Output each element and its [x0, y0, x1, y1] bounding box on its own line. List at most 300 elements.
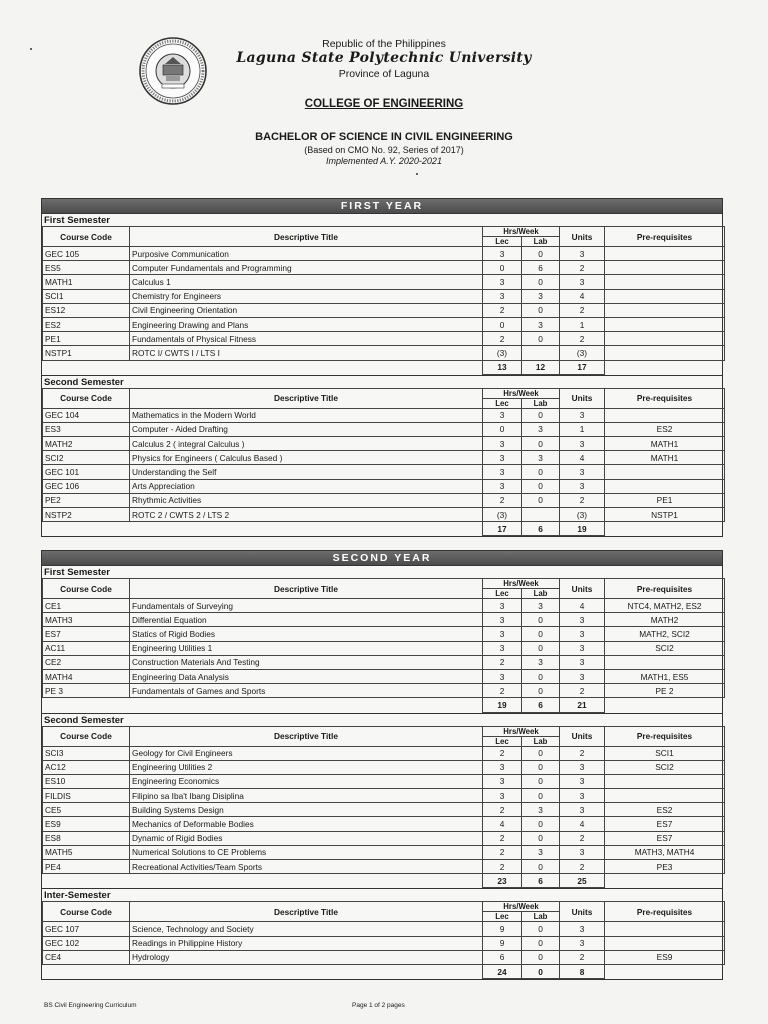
cell-code: CE1 — [43, 599, 130, 613]
table-row — [43, 936, 725, 950]
course-table — [42, 226, 725, 375]
header-units: Units — [560, 227, 605, 247]
header-descriptive-title: Descriptive Title — [130, 579, 483, 599]
cell-lab: 0 — [522, 760, 560, 774]
cell-units: 3 — [560, 845, 605, 859]
cell-lab: 3 — [522, 655, 560, 669]
cell-lec: 3 — [483, 669, 522, 683]
semester-label: Inter-Semester — [42, 888, 722, 901]
cell-prereq: MATH2, SCI2 — [605, 627, 725, 641]
header-units: Units — [560, 388, 605, 408]
cell-units: 3 — [560, 760, 605, 774]
table-row — [43, 817, 725, 831]
cell-prereq: NTC4, MATH2, ES2 — [605, 599, 725, 613]
cell-prereq: PE3 — [605, 860, 725, 874]
total-lab: 6 — [522, 874, 560, 888]
cell-units: 3 — [560, 641, 605, 655]
cell-prereq: MATH1, ES5 — [605, 669, 725, 683]
cell-code: GEC 105 — [43, 247, 130, 261]
cell-title: ROTC 2 / CWTS 2 / LTS 2 — [130, 508, 483, 522]
header-prerequisites: Pre-requisites — [605, 227, 725, 247]
header-lab: Lab — [522, 237, 560, 247]
header-republic: Republic of the Philippines — [322, 38, 446, 50]
cell-lab: 0 — [522, 465, 560, 479]
course-table — [42, 388, 725, 537]
totals-blank — [605, 522, 725, 536]
cell-lab: 3 — [522, 451, 560, 465]
table-row — [43, 493, 725, 507]
cell-prereq — [605, 247, 725, 261]
table-row — [43, 922, 725, 936]
cell-units: 2 — [560, 950, 605, 964]
header-course-code: Course Code — [43, 388, 130, 408]
totals-blank — [43, 360, 483, 374]
cell-lab: 0 — [522, 408, 560, 422]
cell-prereq — [605, 346, 725, 360]
cell-prereq — [605, 479, 725, 493]
cell-units: 3 — [560, 408, 605, 422]
cell-lec: 0 — [483, 422, 522, 436]
cell-lab — [522, 508, 560, 522]
scan-speck — [30, 48, 32, 50]
cell-title: Arts Appreciation — [130, 479, 483, 493]
cell-prereq: MATH1 — [605, 451, 725, 465]
cell-prereq: SCI1 — [605, 746, 725, 760]
semester-label: Second Semester — [42, 713, 722, 726]
cell-units: 4 — [560, 451, 605, 465]
totals-row — [43, 522, 725, 536]
cell-lec: 3 — [483, 479, 522, 493]
cell-lec: 3 — [483, 465, 522, 479]
cell-prereq — [605, 655, 725, 669]
cell-lec: 9 — [483, 936, 522, 950]
cell-title: Fundamentals of Surveying — [130, 599, 483, 613]
cell-code: ES7 — [43, 627, 130, 641]
cell-lec: (3) — [483, 346, 522, 360]
table-row — [43, 950, 725, 964]
cell-code: SCI1 — [43, 289, 130, 303]
cell-prereq — [605, 261, 725, 275]
cell-code: AC12 — [43, 760, 130, 774]
total-units: 19 — [560, 522, 605, 536]
total-lec: 23 — [483, 874, 522, 888]
cell-code: AC11 — [43, 641, 130, 655]
cell-lab: 0 — [522, 684, 560, 698]
cell-code: NSTP2 — [43, 508, 130, 522]
cell-code: PE4 — [43, 860, 130, 874]
cell-units: 3 — [560, 465, 605, 479]
cell-lab: 3 — [522, 289, 560, 303]
cell-title: Physics for Engineers ( Calculus Based ) — [130, 451, 483, 465]
cell-units: (3) — [560, 346, 605, 360]
header-lec: Lec — [483, 398, 522, 408]
cell-code: GEC 107 — [43, 922, 130, 936]
cell-lab: 3 — [522, 803, 560, 817]
cell-prereq — [605, 922, 725, 936]
header-units: Units — [560, 726, 605, 746]
cell-title: Filipino sa Iba't Ibang Disiplina — [130, 789, 483, 803]
cell-lab: 0 — [522, 936, 560, 950]
header-lec: Lec — [483, 736, 522, 746]
table-row — [43, 655, 725, 669]
cell-lab: 0 — [522, 922, 560, 936]
semester-label: First Semester — [42, 213, 722, 226]
cell-prereq: SCI2 — [605, 641, 725, 655]
header-descriptive-title: Descriptive Title — [130, 726, 483, 746]
cell-lab: 0 — [522, 669, 560, 683]
cell-units: 3 — [560, 789, 605, 803]
cell-title: Purposive Communication — [130, 247, 483, 261]
cell-title: Rhythmic Activities — [130, 493, 483, 507]
table-row — [43, 465, 725, 479]
cell-lab: 3 — [522, 422, 560, 436]
cell-units: 3 — [560, 774, 605, 788]
cell-title: Engineering Data Analysis — [130, 669, 483, 683]
cell-title: Mathematics in the Modern World — [130, 408, 483, 422]
cell-lec: 2 — [483, 845, 522, 859]
footer-document-title: BS Civil Engineering Curriculum — [44, 1002, 137, 1009]
header-prerequisites: Pre-requisites — [605, 388, 725, 408]
cell-lec: (3) — [483, 508, 522, 522]
cell-lab: 0 — [522, 303, 560, 317]
cell-lec: 3 — [483, 774, 522, 788]
total-units: 17 — [560, 360, 605, 374]
table-row — [43, 803, 725, 817]
cell-prereq: NSTP1 — [605, 508, 725, 522]
cell-title: Computer Fundamentals and Programming — [130, 261, 483, 275]
cell-code: MATH2 — [43, 437, 130, 451]
cell-lab: 0 — [522, 479, 560, 493]
cell-title: Calculus 2 ( integral Calculus ) — [130, 437, 483, 451]
university-name: Laguna State Polytechnic University — [236, 50, 532, 66]
table-row — [43, 332, 725, 346]
header-hrs-week: Hrs/Week — [483, 227, 560, 237]
cell-title: Geology for Civil Engineers — [130, 746, 483, 760]
table-row — [43, 627, 725, 641]
cell-title: Engineering Drawing and Plans — [130, 317, 483, 331]
cell-lec: 3 — [483, 789, 522, 803]
table-row — [43, 599, 725, 613]
cell-units: 2 — [560, 303, 605, 317]
cell-prereq: PE 2 — [605, 684, 725, 698]
cell-lec: 2 — [483, 684, 522, 698]
cell-code: GEC 104 — [43, 408, 130, 422]
cell-code: ES10 — [43, 774, 130, 788]
totals-row — [43, 874, 725, 888]
total-lab: 0 — [522, 964, 560, 978]
table-row — [43, 831, 725, 845]
cell-units: 3 — [560, 437, 605, 451]
cell-code: ES12 — [43, 303, 130, 317]
cell-lec: 2 — [483, 831, 522, 845]
header-descriptive-title: Descriptive Title — [130, 227, 483, 247]
cell-units: 3 — [560, 613, 605, 627]
totals-blank — [605, 874, 725, 888]
total-lec: 13 — [483, 360, 522, 374]
cell-code: NSTP1 — [43, 346, 130, 360]
cell-units: (3) — [560, 508, 605, 522]
cell-prereq: ES2 — [605, 803, 725, 817]
total-units: 25 — [560, 874, 605, 888]
cell-units: 3 — [560, 936, 605, 950]
cell-units: 3 — [560, 803, 605, 817]
cell-lec: 0 — [483, 317, 522, 331]
header-lab: Lab — [522, 912, 560, 922]
college-name: COLLEGE OF ENGINEERING — [304, 98, 464, 110]
cell-lab: 3 — [522, 599, 560, 613]
cell-code: ES5 — [43, 261, 130, 275]
course-table — [42, 726, 725, 889]
table-row — [43, 261, 725, 275]
totals-blank — [43, 698, 483, 712]
cell-units: 3 — [560, 479, 605, 493]
header-lec: Lec — [483, 589, 522, 599]
year-block-first-year — [41, 198, 723, 537]
cell-title: Mechanics of Deformable Bodies — [130, 817, 483, 831]
cell-prereq — [605, 332, 725, 346]
total-units: 21 — [560, 698, 605, 712]
cell-title: Construction Materials And Testing — [130, 655, 483, 669]
cell-lab: 0 — [522, 860, 560, 874]
cell-lec: 3 — [483, 627, 522, 641]
cell-code: ES9 — [43, 817, 130, 831]
header-lab: Lab — [522, 736, 560, 746]
header-province: Province of Laguna — [338, 68, 430, 80]
header-units: Units — [560, 579, 605, 599]
cell-lab: 0 — [522, 437, 560, 451]
cell-prereq — [605, 408, 725, 422]
cell-units: 2 — [560, 493, 605, 507]
cell-units: 3 — [560, 669, 605, 683]
total-lec: 17 — [483, 522, 522, 536]
total-lab: 12 — [522, 360, 560, 374]
cell-lec: 6 — [483, 950, 522, 964]
cell-units: 2 — [560, 746, 605, 760]
header-units: Units — [560, 902, 605, 922]
cell-code: PE 3 — [43, 684, 130, 698]
cell-code: GEC 101 — [43, 465, 130, 479]
cell-title: Understanding the Self — [130, 465, 483, 479]
total-lab: 6 — [522, 522, 560, 536]
cell-code: FILDIS — [43, 789, 130, 803]
cell-units: 3 — [560, 922, 605, 936]
cell-title: Numerical Solutions to CE Problems — [130, 845, 483, 859]
cell-prereq: MATH3, MATH4 — [605, 845, 725, 859]
cell-title: Engineering Economics — [130, 774, 483, 788]
year-block-second-year — [41, 550, 723, 980]
cell-lec: 2 — [483, 493, 522, 507]
cell-title: Hydrology — [130, 950, 483, 964]
course-table — [42, 901, 725, 979]
semester-label: Second Semester — [42, 375, 722, 388]
cell-lec: 3 — [483, 599, 522, 613]
cell-lab: 3 — [522, 845, 560, 859]
table-row — [43, 422, 725, 436]
cell-lec: 3 — [483, 437, 522, 451]
cell-units: 2 — [560, 860, 605, 874]
cell-prereq — [605, 289, 725, 303]
cell-prereq: PE1 — [605, 493, 725, 507]
table-row — [43, 746, 725, 760]
totals-blank — [43, 964, 483, 978]
year-title-bar: FIRST YEAR — [42, 199, 722, 213]
cell-prereq — [605, 275, 725, 289]
cell-prereq — [605, 303, 725, 317]
cell-code: PE2 — [43, 493, 130, 507]
totals-blank — [605, 360, 725, 374]
cell-code: MATH5 — [43, 845, 130, 859]
header-lab: Lab — [522, 589, 560, 599]
program-title: BACHELOR OF SCIENCE IN CIVIL ENGINEERING — [255, 131, 513, 143]
table-row — [43, 774, 725, 788]
cell-lec: 3 — [483, 451, 522, 465]
total-lab: 6 — [522, 698, 560, 712]
table-row — [43, 346, 725, 360]
totals-blank — [43, 874, 483, 888]
table-row — [43, 641, 725, 655]
cell-title: Science, Technology and Society — [130, 922, 483, 936]
cell-prereq: SCI2 — [605, 760, 725, 774]
cell-lec: 3 — [483, 760, 522, 774]
cell-lec: 3 — [483, 408, 522, 422]
cell-lab — [522, 346, 560, 360]
table-row — [43, 684, 725, 698]
header-prerequisites: Pre-requisites — [605, 902, 725, 922]
cell-code: MATH3 — [43, 613, 130, 627]
cell-prereq: MATH2 — [605, 613, 725, 627]
cell-title: Calculus 1 — [130, 275, 483, 289]
totals-blank — [605, 964, 725, 978]
table-row — [43, 317, 725, 331]
cell-code: CE5 — [43, 803, 130, 817]
cell-units: 4 — [560, 817, 605, 831]
cell-code: GEC 106 — [43, 479, 130, 493]
cell-lec: 9 — [483, 922, 522, 936]
cell-title: Fundamentals of Physical Fitness — [130, 332, 483, 346]
table-row — [43, 613, 725, 627]
totals-row — [43, 964, 725, 978]
cell-title: Fundamentals of Games and Sports — [130, 684, 483, 698]
cell-lec: 3 — [483, 613, 522, 627]
cell-title: Building Systems Design — [130, 803, 483, 817]
cell-units: 2 — [560, 831, 605, 845]
table-row — [43, 247, 725, 261]
cell-title: Computer - Aided Drafting — [130, 422, 483, 436]
cell-lab: 0 — [522, 332, 560, 346]
cell-lab: 0 — [522, 275, 560, 289]
cell-code: SCI3 — [43, 746, 130, 760]
total-lec: 24 — [483, 964, 522, 978]
header-course-code: Course Code — [43, 902, 130, 922]
cell-title: Dynamic of Rigid Bodies — [130, 831, 483, 845]
table-row — [43, 479, 725, 493]
cell-prereq: MATH1 — [605, 437, 725, 451]
cell-code: CE2 — [43, 655, 130, 669]
table-row — [43, 669, 725, 683]
cell-lab: 0 — [522, 774, 560, 788]
cell-code: SCI2 — [43, 451, 130, 465]
cell-units: 1 — [560, 317, 605, 331]
cell-lab: 0 — [522, 247, 560, 261]
header-prerequisites: Pre-requisites — [605, 579, 725, 599]
cell-lab: 0 — [522, 613, 560, 627]
cell-units: 2 — [560, 684, 605, 698]
cell-units: 4 — [560, 599, 605, 613]
totals-blank — [43, 522, 483, 536]
cell-title: Differential Equation — [130, 613, 483, 627]
year-title-bar: SECOND YEAR — [42, 551, 722, 565]
cell-units: 3 — [560, 655, 605, 669]
cell-code: MATH4 — [43, 669, 130, 683]
cell-lec: 2 — [483, 803, 522, 817]
header-hrs-week: Hrs/Week — [483, 388, 560, 398]
header-course-code: Course Code — [43, 579, 130, 599]
cell-lab: 6 — [522, 261, 560, 275]
cell-units: 1 — [560, 422, 605, 436]
implementation-year: Implemented A.Y. 2020-2021 — [326, 156, 442, 166]
cell-prereq: ES7 — [605, 817, 725, 831]
cell-title: Chemistry for Engineers — [130, 289, 483, 303]
cell-lec: 0 — [483, 261, 522, 275]
program-basis: (Based on CMO No. 92, Series of 2017) — [304, 145, 464, 155]
cell-lab: 0 — [522, 493, 560, 507]
cell-units: 2 — [560, 261, 605, 275]
cell-lec: 2 — [483, 860, 522, 874]
cell-lec: 2 — [483, 655, 522, 669]
scan-speck — [416, 173, 418, 175]
cell-prereq: ES7 — [605, 831, 725, 845]
cell-units: 3 — [560, 247, 605, 261]
table-row — [43, 408, 725, 422]
footer-page-number: Page 1 of 2 pages — [352, 1002, 405, 1009]
cell-title: Engineering Utilities 2 — [130, 760, 483, 774]
cell-prereq — [605, 936, 725, 950]
cell-lab: 0 — [522, 817, 560, 831]
header-lec: Lec — [483, 237, 522, 247]
totals-row — [43, 360, 725, 374]
table-row — [43, 275, 725, 289]
cell-title: Recreational Activities/Team Sports — [130, 860, 483, 874]
cell-code: ES2 — [43, 317, 130, 331]
cell-lec: 3 — [483, 289, 522, 303]
cell-lec: 4 — [483, 817, 522, 831]
cell-lab: 0 — [522, 746, 560, 760]
cell-code: MATH1 — [43, 275, 130, 289]
table-row — [43, 508, 725, 522]
cell-lec: 2 — [483, 746, 522, 760]
cell-lec: 3 — [483, 641, 522, 655]
table-row — [43, 845, 725, 859]
total-units: 8 — [560, 964, 605, 978]
cell-units: 2 — [560, 332, 605, 346]
cell-lab: 0 — [522, 641, 560, 655]
cell-units: 3 — [560, 275, 605, 289]
header-course-code: Course Code — [43, 227, 130, 247]
header-lab: Lab — [522, 398, 560, 408]
cell-lec: 3 — [483, 247, 522, 261]
header-hrs-week: Hrs/Week — [483, 726, 560, 736]
cell-code: ES8 — [43, 831, 130, 845]
cell-title: Engineering Utilities 1 — [130, 641, 483, 655]
cell-title: Civil Engineering Orientation — [130, 303, 483, 317]
totals-blank — [605, 698, 725, 712]
header-course-code: Course Code — [43, 726, 130, 746]
header-descriptive-title: Descriptive Title — [130, 902, 483, 922]
cell-title: Statics of Rigid Bodies — [130, 627, 483, 641]
cell-lab: 0 — [522, 789, 560, 803]
header-hrs-week: Hrs/Week — [483, 902, 560, 912]
cell-prereq — [605, 317, 725, 331]
